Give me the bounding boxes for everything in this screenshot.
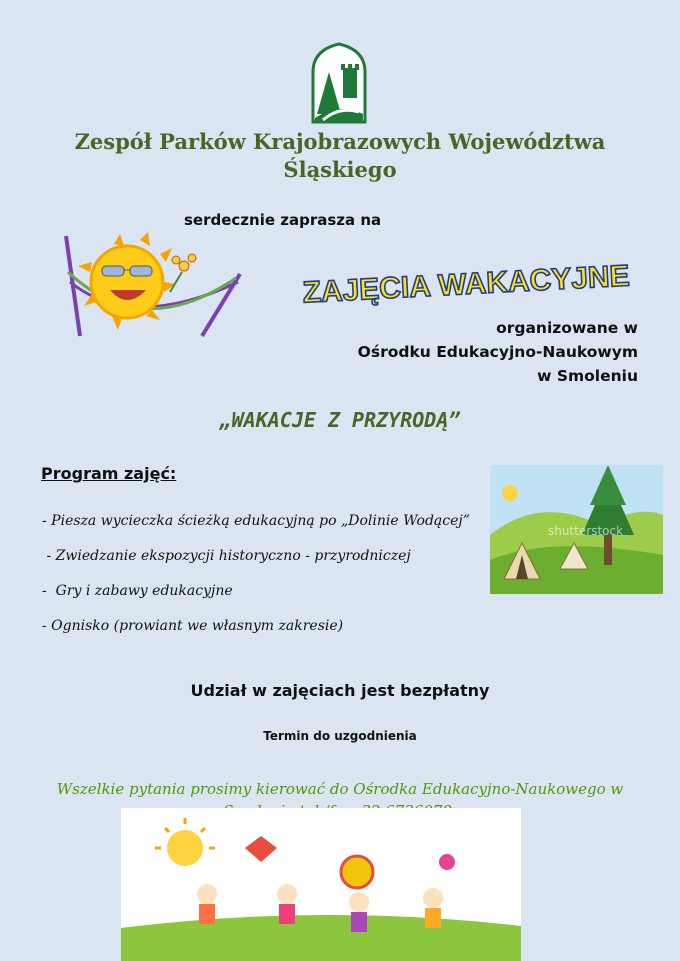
wordart-title-text: ZAJĘCIA WAKACYJNE (301, 259, 631, 310)
organization-title (20, 128, 660, 184)
program-item: - Gry i zabawy edukacyjne (42, 583, 233, 599)
organized-line1: organizowane w (496, 319, 638, 337)
sun-in-hammock-illustration (52, 232, 244, 342)
organization-title-line2: Śląskiego (283, 157, 397, 182)
program-item: - Zwiedzanie ekspozycji historyczno - przyrodniczej (42, 548, 411, 564)
camping-tents-landscape-illustration (490, 465, 663, 594)
contact-line1: Wszelkie pytania prosimy kierować do Ośrodka Edukacyjno-Naukowego w (56, 780, 624, 798)
invite-text: serdecznie zaprasza na (184, 211, 382, 229)
term-text: Termin do uzgodnienia (263, 729, 417, 743)
camp-watermark: shutterstock (548, 524, 624, 538)
organization-title-line1: Zespół Parków Krajobrazowych Województwa (74, 129, 606, 154)
castle-landscape-logo-icon (309, 42, 369, 124)
free-participation-text: Udział w zajęciach jest bezpłatny (190, 681, 490, 700)
organized-line2: Ośrodku Edukacyjno-Naukowym (357, 343, 638, 361)
organized-block (250, 316, 638, 388)
program-item: - Ognisko (prowiant we własnym zakresie) (42, 618, 344, 634)
organized-line3: w Smoleniu (537, 367, 638, 385)
children-playing-in-meadow-illustration (121, 808, 521, 961)
wordart-title (286, 252, 646, 312)
program-heading: Program zajęć: (41, 464, 177, 483)
program-item: - Piesza wycieczka ścieżką edukacyjną po „Dolinie Wodącej” (42, 513, 470, 529)
slogan: „WAKACJE Z PRZYRODĄ” (219, 408, 461, 432)
